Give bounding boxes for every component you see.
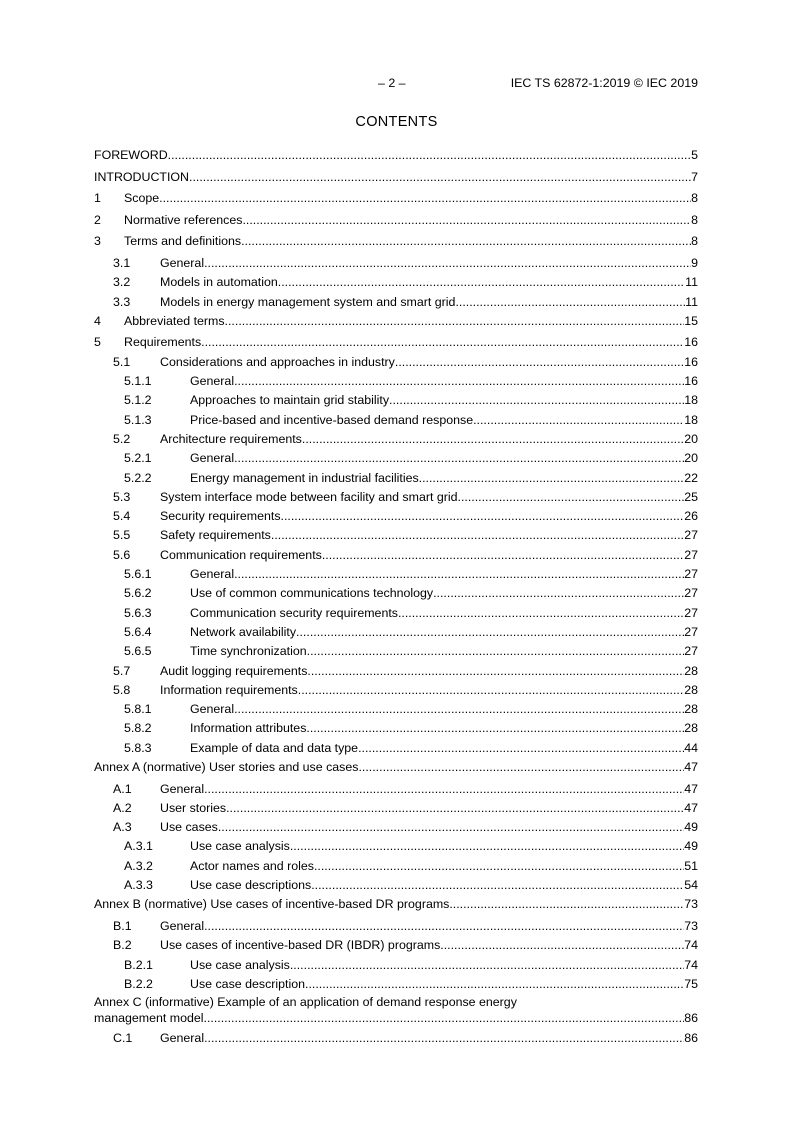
toc-entry-page: 27 bbox=[684, 586, 698, 601]
toc-leader-dots bbox=[168, 146, 691, 165]
toc-entry-number: 5.1.1 bbox=[124, 374, 152, 389]
toc-entry-number: 5.2.1 bbox=[124, 451, 152, 466]
toc-entry-page: 28 bbox=[684, 682, 698, 697]
toc-leader-dots bbox=[234, 700, 684, 719]
toc-entry-page: 18 bbox=[684, 393, 698, 408]
toc-entry-page: 8 bbox=[691, 191, 698, 206]
toc-entry-title: General bbox=[160, 255, 205, 270]
toc-entry-title: Use cases of incentive-based DR (IBDR) programs bbox=[160, 938, 441, 953]
toc-entry[interactable] bbox=[94, 449, 698, 468]
toc-entry-number: 5.4 bbox=[113, 509, 131, 524]
toc-entry-page: 49 bbox=[684, 839, 698, 854]
toc-entry-title: Annex C (informative) Example of an application of demand response energy bbox=[94, 995, 517, 1010]
toc-entry-number: 5.2 bbox=[113, 431, 131, 446]
toc-entry-page: 51 bbox=[684, 858, 698, 873]
toc-entry-number: 5.6.1 bbox=[124, 567, 152, 582]
toc-entry[interactable] bbox=[94, 780, 698, 799]
toc-entry[interactable] bbox=[94, 837, 698, 856]
toc-entry-page: 86 bbox=[684, 1011, 698, 1026]
toc-entry-number: 5.6.3 bbox=[124, 605, 152, 620]
toc-entry-number: 5.1 bbox=[113, 354, 131, 369]
toc-entry[interactable] bbox=[94, 333, 698, 352]
toc-entry-page: 28 bbox=[684, 721, 698, 736]
toc-entry-page: 27 bbox=[684, 605, 698, 620]
toc-entry-number: 1 bbox=[94, 191, 101, 206]
toc-entry[interactable] bbox=[94, 293, 698, 312]
toc-leader-dots bbox=[311, 876, 684, 895]
toc-entry[interactable] bbox=[94, 232, 698, 251]
toc-entry-number: 5.6.5 bbox=[124, 644, 152, 659]
toc-leader-dots bbox=[433, 584, 684, 603]
toc-entry-page: 18 bbox=[684, 412, 698, 427]
toc-entry-number: 3 bbox=[94, 234, 101, 249]
toc-entry[interactable] bbox=[94, 273, 698, 292]
toc-entry[interactable] bbox=[94, 391, 698, 410]
toc-entry-page: 54 bbox=[684, 878, 698, 893]
toc-entry-title: General bbox=[160, 1031, 205, 1046]
toc-entry-page: 27 bbox=[684, 644, 698, 659]
toc-entry-title: Communication security requirements bbox=[190, 605, 398, 620]
toc-entry-page: 73 bbox=[684, 897, 698, 912]
toc-entry-title: Scope bbox=[124, 191, 160, 206]
toc-entry[interactable] bbox=[94, 662, 698, 681]
toc-entry[interactable] bbox=[94, 994, 698, 1027]
toc-entry[interactable] bbox=[94, 254, 698, 273]
toc-leader-dots bbox=[395, 353, 684, 372]
toc-entry-title: Normative references bbox=[124, 212, 243, 227]
toc-entry-number: A.3.3 bbox=[124, 878, 153, 893]
toc-entry[interactable] bbox=[94, 1029, 698, 1048]
toc-leader-dots bbox=[290, 837, 684, 856]
toc-entry-page: 8 bbox=[691, 234, 698, 249]
toc-entry[interactable] bbox=[94, 565, 698, 584]
toc-entry-page: 27 bbox=[684, 528, 698, 543]
toc-entry[interactable] bbox=[94, 507, 698, 526]
toc-entry[interactable] bbox=[94, 818, 698, 837]
toc-entry[interactable] bbox=[94, 411, 698, 430]
page-header bbox=[0, 76, 793, 92]
toc-entry-title: Use case description bbox=[190, 976, 306, 991]
toc-entry[interactable] bbox=[94, 739, 698, 758]
toc-entry-number: A.3 bbox=[113, 820, 132, 835]
toc-leader-dots bbox=[455, 293, 685, 312]
toc-entry-page: 16 bbox=[684, 374, 698, 389]
toc-entry-page: 25 bbox=[684, 489, 698, 504]
toc-entry-title: Use cases bbox=[160, 820, 218, 835]
toc-entry-number: A.3.2 bbox=[124, 858, 153, 873]
toc-entry-page: 8 bbox=[691, 212, 698, 227]
toc-entry[interactable] bbox=[94, 936, 698, 955]
toc-leader-dots bbox=[322, 546, 684, 565]
toc-entry-page: 11 bbox=[685, 275, 698, 290]
toc-leader-dots bbox=[242, 211, 691, 230]
toc-entry-number: 5.6.4 bbox=[124, 624, 152, 639]
toc-leader-dots bbox=[305, 975, 684, 994]
toc-leader-dots bbox=[389, 391, 684, 410]
toc-entry[interactable] bbox=[94, 975, 698, 994]
toc-entry[interactable] bbox=[94, 168, 698, 187]
toc-leader-dots bbox=[189, 168, 691, 187]
toc-entry-number: 5.6.2 bbox=[124, 586, 152, 601]
toc-entry-number: 5.2.2 bbox=[124, 470, 152, 485]
toc-entry[interactable] bbox=[94, 956, 698, 975]
toc-entry[interactable] bbox=[94, 700, 698, 719]
toc-entry-title: Actor names and roles bbox=[190, 858, 314, 873]
toc-leader-dots bbox=[218, 818, 684, 837]
toc-entry-page: 9 bbox=[691, 255, 698, 270]
toc-entry[interactable] bbox=[94, 876, 698, 895]
toc-entry-page: 16 bbox=[684, 354, 698, 369]
toc-entry-title: Information requirements bbox=[160, 682, 298, 697]
toc-entry[interactable] bbox=[94, 857, 698, 876]
toc-entry-title: Models in energy management system and smart grid bbox=[160, 294, 456, 309]
toc-leader-dots bbox=[307, 642, 685, 661]
toc-leader-dots bbox=[358, 739, 684, 758]
toc-entry-title: Annex B (normative) Use cases of incentive-based DR programs bbox=[94, 897, 450, 912]
toc-entry[interactable] bbox=[94, 469, 698, 488]
toc-entry[interactable] bbox=[94, 488, 698, 507]
toc-entry-title: Network availability bbox=[190, 624, 297, 639]
toc-entry-number: 4 bbox=[94, 313, 101, 328]
toc-entry-page: 74 bbox=[684, 938, 698, 953]
table-of-contents bbox=[94, 146, 698, 1049]
toc-entry-number: 5.5 bbox=[113, 528, 131, 543]
toc-entry[interactable] bbox=[94, 312, 698, 331]
toc-entry-page: 27 bbox=[684, 547, 698, 562]
toc-entry-page: 15 bbox=[684, 313, 698, 328]
toc-entry-number: 2 bbox=[94, 212, 101, 227]
toc-leader-dots bbox=[278, 273, 685, 292]
toc-leader-dots bbox=[398, 604, 684, 623]
toc-entry-title: Price-based and incentive-based demand response bbox=[190, 412, 474, 427]
toc-leader-dots bbox=[204, 780, 684, 799]
toc-entry-title: Terms and definitions bbox=[124, 234, 242, 249]
toc-entry[interactable] bbox=[94, 372, 698, 391]
toc-leader-dots bbox=[271, 526, 684, 545]
toc-entry[interactable] bbox=[94, 146, 698, 165]
toc-entry-title: Use case analysis bbox=[190, 957, 290, 972]
toc-entry-page: 22 bbox=[684, 470, 698, 485]
toc-entry-number: A.3.1 bbox=[124, 839, 153, 854]
toc-entry[interactable] bbox=[94, 799, 698, 818]
contents-title: CONTENTS bbox=[355, 114, 438, 130]
toc-entry-page: 44 bbox=[684, 740, 698, 755]
toc-entry[interactable] bbox=[94, 681, 698, 700]
toc-leader-dots bbox=[204, 254, 691, 273]
toc-entry-page: 73 bbox=[684, 918, 698, 933]
toc-leader-dots bbox=[449, 895, 684, 914]
toc-entry-title: General bbox=[160, 918, 205, 933]
toc-entry-title: Use case descriptions bbox=[190, 878, 312, 893]
toc-entry-number: 5.6 bbox=[113, 547, 131, 562]
toc-leader-dots bbox=[159, 189, 691, 208]
toc-entry-number: 5 bbox=[94, 335, 101, 350]
toc-leader-dots bbox=[234, 372, 684, 391]
toc-entry-title: Communication requirements bbox=[160, 547, 322, 562]
toc-entry-title: Time synchronization bbox=[190, 644, 307, 659]
toc-entry[interactable] bbox=[94, 895, 698, 914]
toc-entry-number: C.1 bbox=[113, 1031, 133, 1046]
toc-entry-number: 5.8.1 bbox=[124, 702, 152, 717]
toc-leader-dots bbox=[458, 488, 685, 507]
toc-leader-dots bbox=[204, 1029, 684, 1048]
toc-entry-number: 3.1 bbox=[113, 255, 131, 270]
toc-entry-title: Safety requirements bbox=[160, 528, 271, 543]
toc-entry[interactable] bbox=[94, 642, 698, 661]
toc-entry-title: User stories bbox=[160, 800, 227, 815]
toc-leader-dots bbox=[298, 681, 684, 700]
toc-entry-title: General bbox=[190, 451, 235, 466]
toc-entry-title: Abbreviated terms bbox=[124, 313, 225, 328]
toc-leader-dots bbox=[358, 758, 684, 777]
toc-entry-page: 27 bbox=[684, 567, 698, 582]
toc-entry-number: B.2 bbox=[113, 938, 132, 953]
toc-leader-dots bbox=[440, 936, 684, 955]
toc-entry-title: Security requirements bbox=[160, 509, 281, 524]
toc-entry[interactable] bbox=[94, 917, 698, 936]
toc-entry-number: 5.8 bbox=[113, 682, 131, 697]
toc-entry-title: Approaches to maintain grid stability bbox=[190, 393, 390, 408]
toc-entry-page: 74 bbox=[684, 957, 698, 972]
toc-entry-page: 26 bbox=[684, 509, 698, 524]
toc-entry[interactable] bbox=[94, 189, 698, 208]
toc-entry-number: B.2.1 bbox=[124, 957, 153, 972]
toc-entry-number: 5.1.2 bbox=[124, 393, 152, 408]
toc-entry-page: 27 bbox=[684, 624, 698, 639]
toc-entry[interactable] bbox=[94, 211, 698, 230]
toc-entry-title: Use of common communications technology bbox=[190, 586, 434, 601]
toc-entry-page: 47 bbox=[684, 781, 698, 796]
toc-entry-title: Audit logging requirements bbox=[160, 663, 308, 678]
toc-leader-dots bbox=[419, 469, 685, 488]
toc-entry-title: General bbox=[190, 702, 235, 717]
toc-leader-dots bbox=[234, 565, 684, 584]
toc-entry-page: 28 bbox=[684, 663, 698, 678]
toc-entry-title: General bbox=[190, 567, 235, 582]
toc-entry[interactable] bbox=[94, 604, 698, 623]
toc-entry-page: 28 bbox=[684, 702, 698, 717]
toc-entry-number: A.2 bbox=[113, 800, 132, 815]
toc-entry[interactable] bbox=[94, 430, 698, 449]
toc-leader-dots bbox=[290, 956, 684, 975]
toc-entry-number: 5.8.3 bbox=[124, 740, 152, 755]
toc-entry-title: System interface mode between facility and smart grid bbox=[160, 489, 458, 504]
toc-leader-dots bbox=[314, 857, 684, 876]
toc-leader-dots bbox=[281, 507, 685, 526]
toc-entry-number: 3.2 bbox=[113, 275, 131, 290]
toc-entry[interactable] bbox=[94, 546, 698, 565]
toc-entry-page: 47 bbox=[684, 800, 698, 815]
toc-entry[interactable] bbox=[94, 719, 698, 738]
toc-entry-number: 5.7 bbox=[113, 663, 131, 678]
toc-entry[interactable] bbox=[94, 526, 698, 545]
toc-leader-dots bbox=[201, 333, 684, 352]
toc-entry-title: General bbox=[190, 374, 235, 389]
toc-entry-page: 7 bbox=[691, 169, 698, 184]
toc-entry-title: Models in automation bbox=[160, 275, 278, 290]
toc-entry-page: 49 bbox=[684, 820, 698, 835]
toc-leader-dots bbox=[296, 623, 684, 642]
toc-entry-title-continued: management model bbox=[94, 1011, 204, 1026]
toc-entry-page: 20 bbox=[684, 451, 698, 466]
toc-entry-number: 5.3 bbox=[113, 489, 131, 504]
toc-entry-title: Use case analysis bbox=[190, 839, 290, 854]
toc-entry-page: 47 bbox=[684, 759, 698, 774]
page-number: – 2 – bbox=[378, 76, 406, 90]
toc-leader-dots bbox=[204, 1010, 685, 1027]
toc-entry[interactable] bbox=[94, 623, 698, 642]
toc-leader-dots bbox=[306, 719, 684, 738]
toc-entry-title: General bbox=[160, 781, 205, 796]
toc-entry[interactable] bbox=[94, 353, 698, 372]
toc-entry[interactable] bbox=[94, 758, 698, 777]
toc-entry-title: Example of data and data type bbox=[190, 740, 359, 755]
document-reference: IEC TS 62872-1:2019 © IEC 2019 bbox=[510, 76, 698, 90]
toc-entry-title: Annex A (normative) User stories and use cases bbox=[94, 759, 359, 774]
toc-entry-title: Requirements bbox=[124, 335, 202, 350]
toc-leader-dots bbox=[225, 312, 685, 331]
toc-entry-number: 3.3 bbox=[113, 294, 131, 309]
toc-leader-dots bbox=[241, 232, 691, 251]
toc-entry-number: 5.1.3 bbox=[124, 412, 152, 427]
toc-leader-dots bbox=[204, 917, 684, 936]
toc-leader-dots bbox=[307, 662, 684, 681]
toc-entry-page: 16 bbox=[684, 335, 698, 350]
toc-entry-page: 5 bbox=[691, 148, 698, 162]
toc-entry-number: B.2.2 bbox=[124, 976, 153, 991]
toc-entry-number: A.1 bbox=[113, 781, 132, 796]
toc-entry-title: INTRODUCTION bbox=[94, 169, 189, 184]
toc-leader-dots bbox=[473, 411, 684, 430]
toc-leader-dots bbox=[226, 799, 684, 818]
toc-entry-number: B.1 bbox=[113, 918, 132, 933]
toc-entry-page: 75 bbox=[684, 976, 698, 991]
toc-entry-page: 20 bbox=[684, 431, 698, 446]
toc-leader-dots bbox=[234, 449, 684, 468]
toc-entry-page: 86 bbox=[684, 1031, 698, 1046]
toc-entry-title: Energy management in industrial facilities bbox=[190, 470, 419, 485]
toc-entry-page: 11 bbox=[685, 294, 698, 309]
toc-entry-title: Considerations and approaches in industry bbox=[160, 354, 395, 369]
toc-entry-title: FOREWORD bbox=[94, 148, 168, 162]
toc-leader-dots bbox=[302, 430, 684, 449]
toc-entry-number: 5.8.2 bbox=[124, 721, 152, 736]
toc-entry-title: Information attributes bbox=[190, 721, 307, 736]
toc-entry-title: Architecture requirements bbox=[160, 431, 302, 446]
toc-entry[interactable] bbox=[94, 584, 698, 603]
